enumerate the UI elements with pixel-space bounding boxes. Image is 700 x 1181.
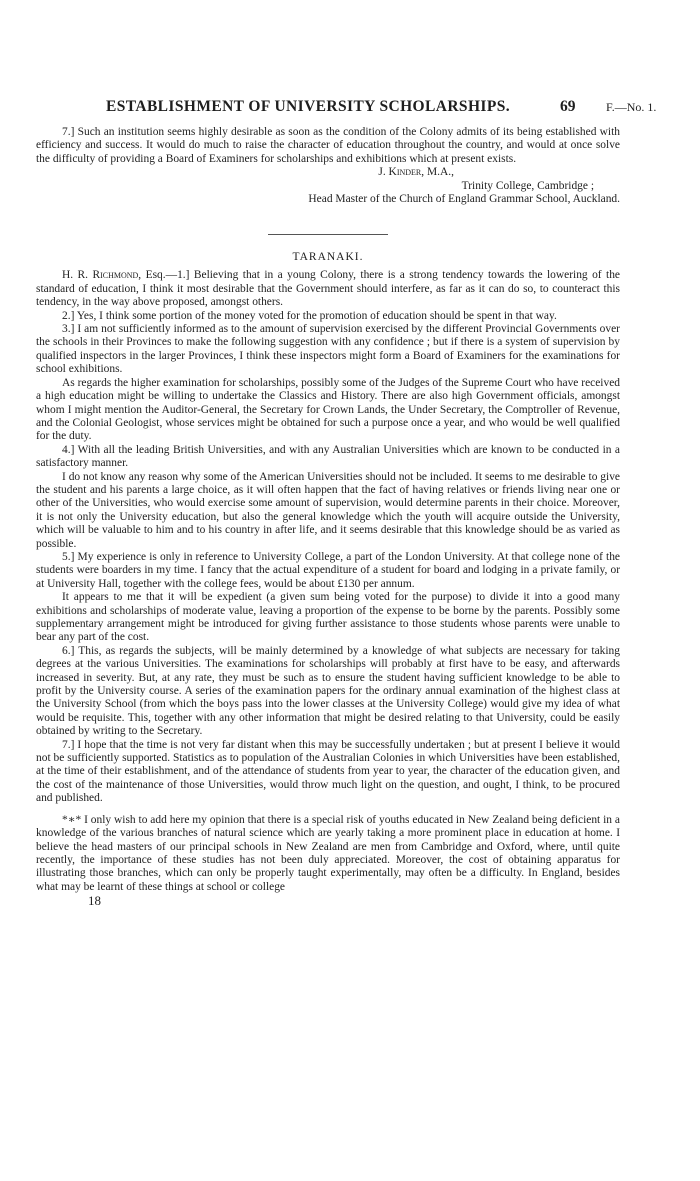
paragraph-10: 7.] I hope that the time is not very far distant when this may be successfully undertaken ; but at present I believe it would not be sufficiently supported. Statistics as to population of the Australian Colonies in which Universities have been established, at the time of their establishment, and of the attendance of students from year to year, the character of the education given, and the cost of the maintenance of those Universities, would throw much light on the question, and ought, I think, to be procured and published. — [36, 738, 620, 805]
intro-paragraph: 7.] Such an institution seems highly desirable as soon as the condition of the Colony admits of its being established with efficiency and success. It would do much to raise the character of education throughout the country, and would at once solve the difficulty of providing a Board of Examiners for scholarships and exhibitions which at present exists. — [36, 126, 620, 165]
running-header — [36, 98, 657, 122]
section-title: TARANAKI. — [292, 251, 364, 264]
document-page — [36, 98, 657, 909]
paragraph-1-text: Esq.—1.] Believing that in a young Colony, there is a strong tendency towards the lowering of the standard of education, I think it most desirable that the Government should interfere, as far as it can do so, to counteract this tendency, in the way above proposed, amongst others. — [36, 269, 621, 309]
paragraph-2: 2.] Yes, I think some portion of the money voted for the promotion of education should be spent in that way. — [62, 309, 557, 322]
paragraph-8: It appears to me that it will be expedient (a given sum being voted for the purpose) to divide it into a good many exhibitions and scholarships of moderate value, leaving a proportion of the expense to be borne by the parents. Possibly some supplementary arrangement might be introduced for giving further assistance to those students whose parents were unable to bear any part of the cost. — [36, 591, 620, 644]
respondent-name: H. R. Richmond, — [62, 269, 142, 282]
paragraph-5: 4.] With all the leading British Universities, and with any Australian Universities which are known to be conducted in a satisfactory manner. — [36, 443, 620, 470]
header-reference: F.—No. 1. — [606, 100, 657, 114]
paragraph-6: I do not know any reason why some of the American Universities should not be included. It seems to me desirable to give the student and his parents a large choice, as it will often happen that the fact of having relatives or friends living near one or other of the Universities, who would exercise some amount of supervision, would determine parents in their choice. Moreover, it is not only the University education, but also the general knowledge which the youth will acquire outside the University, which will be valuable to him and to his country in after life, and it seems desirable that this knowledge should be as varied as possible. — [36, 470, 620, 550]
signature-line-1: Trinity College, Cambridge ; — [461, 179, 594, 192]
header-page-number: 69 — [560, 98, 576, 115]
paragraph-1 — [36, 269, 620, 309]
signature-block — [36, 166, 620, 206]
signature-name: J. Kinder, M.A., — [378, 166, 454, 179]
paragraph-7: 5.] My experience is only in reference to University College, a part of the London University. At that college none of the students were boarders in my time. I fancy that the actual expenditure of a student for board and lodging in a private family, or at University Hall, together with the college fees, would be about £130 per annum. — [36, 550, 620, 590]
paragraph-9: 6.] This, as regards the subjects, will be mainly determined by a knowledge of what subjects are necessary for taking degrees at the various Universities. The examinations for scholarships will probably at first have to be easy, and afterwards increased in severity. But, at any rate, they must be such as to ensure the student having sufficient knowledge to be able to profit by the University course. A series of the examination papers for the ordinary annual examination of the highest class at the University School (from which the boys pass into the lower classes at the University College) would give my idea of what would be requisite. This, together with any other information that might be desired relating to that University, could be easily obtained by writing to the Secretary. — [36, 644, 620, 738]
note-paragraph: *∗* I only wish to add here my opinion that there is a special risk of youths educated in New Zealand being deficient in a knowledge of the various branches of natural science which are yearly taking a more prominent place in education at home. I believe the head masters of our principal schools in New Zealand are men from Cambridge and Oxford, where, until quite recently, the importance of these studies has not been duly appreciated. Moreover, the cost of obtaining apparatus for illustrating those branches, which can only be properly taught experimentally, may often be a difficulty. In England, besides what may be learnt of these things at school or college — [36, 813, 620, 893]
header-title: ESTABLISHMENT OF UNIVERSITY SCHOLARSHIPS. — [106, 98, 510, 115]
signature-line-2: Head Master of the Church of England Grammar School, Auckland. — [308, 193, 620, 206]
paragraph-4: As regards the higher examination for scholarships, possibly some of the Judges of the Supreme Court who have received a high education might be willing to undertake the Classics and History. There are also high Government officials, amongst whom I might mention the Auditor-General, the Secretary for Crown Lands, the Under Secretary, the Comptroller of Revenue, and the Colonial Geologist, whose services might be obtained for such a purpose once a year, and who would be well qualified for the duty. — [36, 376, 620, 443]
footer-number: 18 — [88, 893, 101, 909]
paragraph-3: 3.] I am not sufficiently informed as to the amount of supervision exercised by the different Provincial Governments over the schools in their Provinces to make the following suggestion with any confidence ; but if there is a system of supervision by qualified inspectors in the larger Provinces, I think these inspectors might form a Board of Examiners for the examinations for school exhibitions. — [36, 323, 620, 376]
section-divider — [268, 234, 388, 235]
